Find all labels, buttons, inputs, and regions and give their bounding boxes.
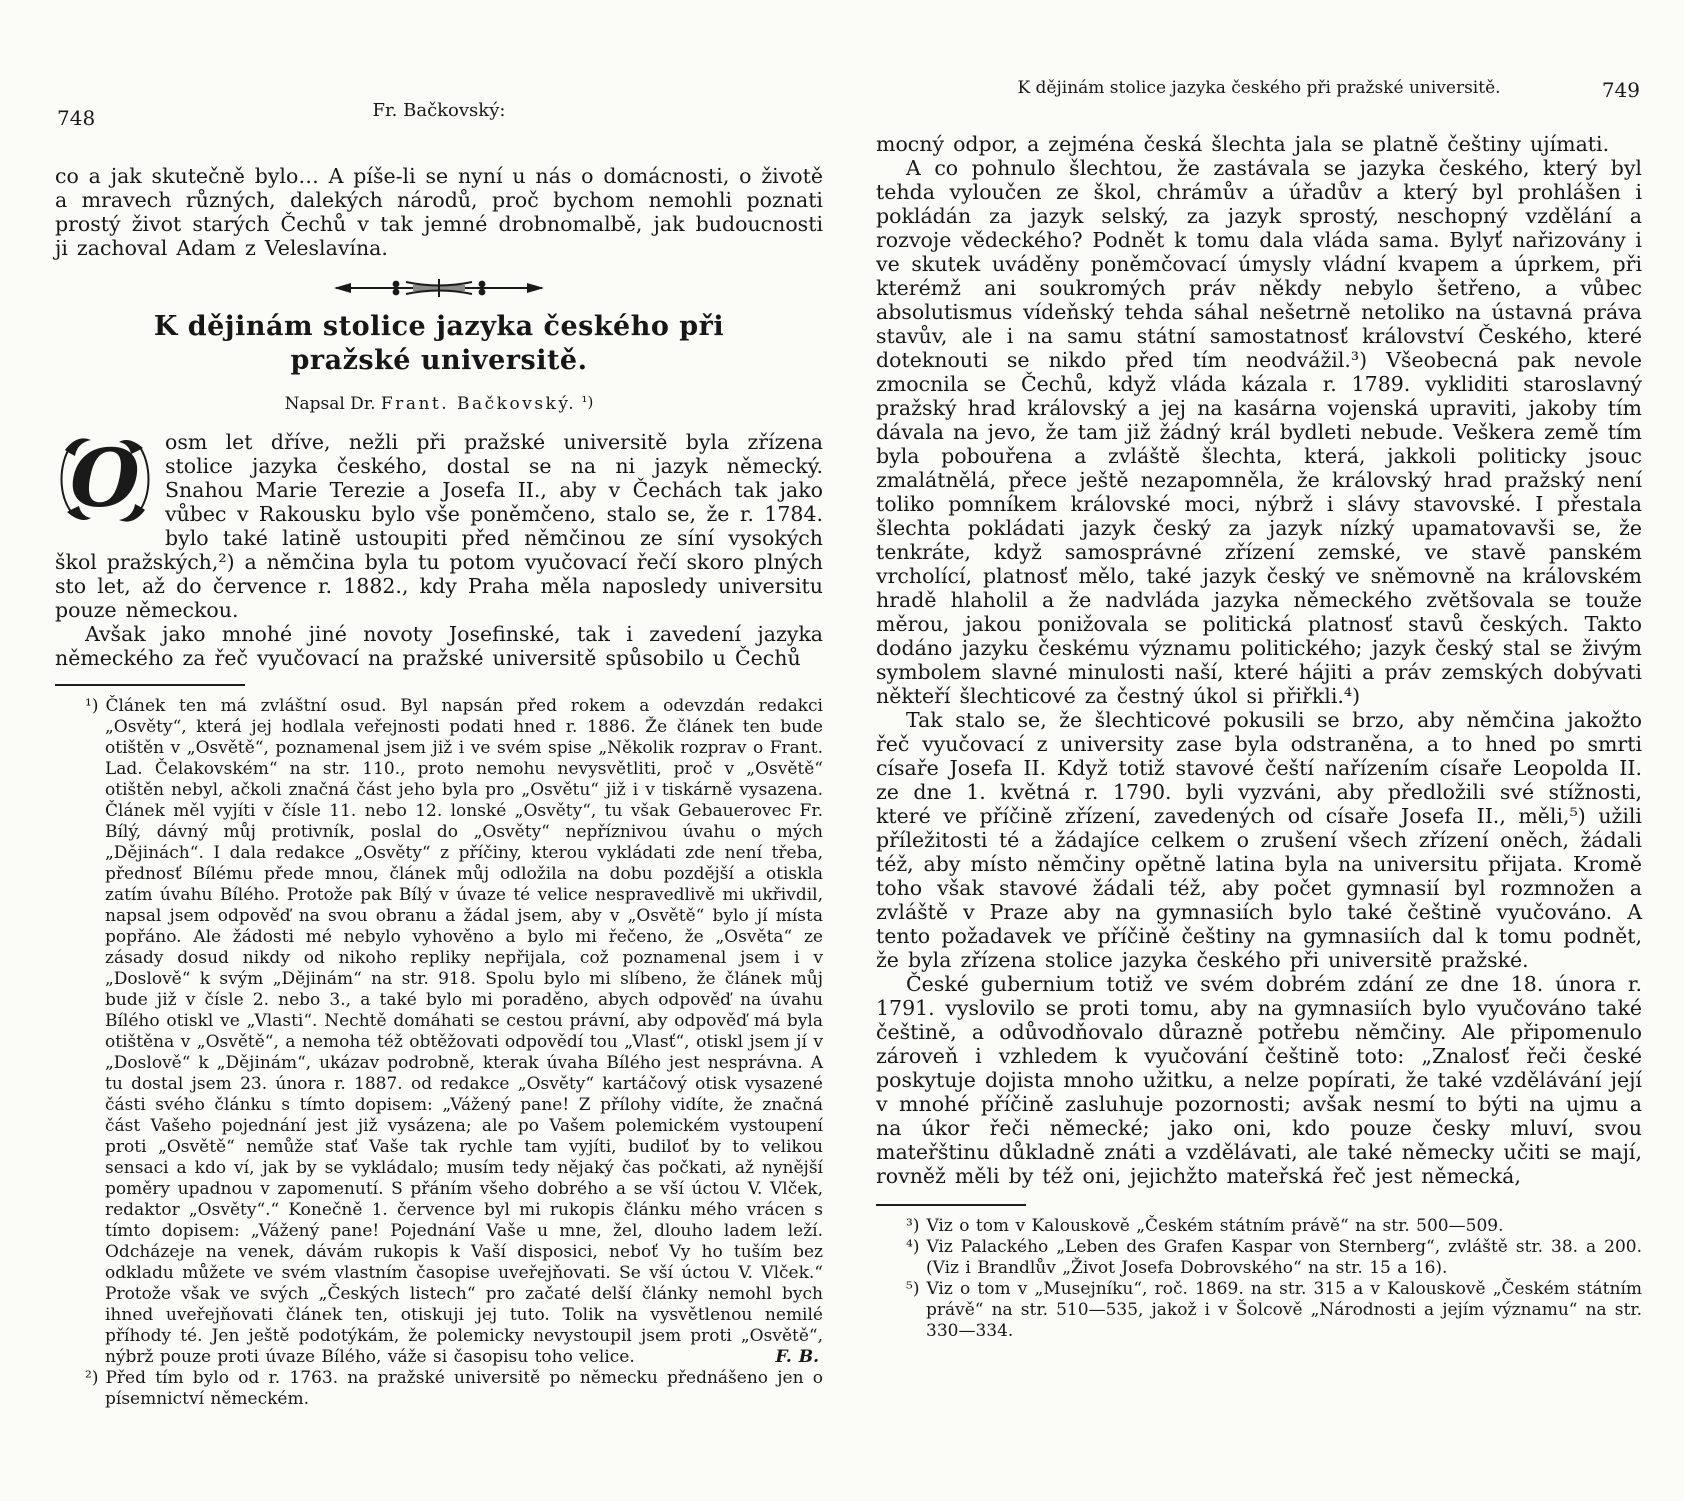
page-number: 749: [1601, 78, 1640, 102]
page-right-header: [876, 78, 1642, 114]
article-title: K dějinám stolice jazyka českého při pražské universitě.: [153, 311, 725, 376]
paragraph: Avšak jako mnohé jiné novoty Josefinské, tak i zavedení jazyka německého za řeč vyučovací na pražské universitě spůsobilo u Čechů: [55, 622, 823, 670]
page-number: 748: [57, 106, 96, 130]
running-head: K dějinám stolice jazyka českého při pražské universitě.: [1017, 78, 1501, 98]
page-right: [876, 78, 1642, 1342]
footnote: [906, 1279, 1642, 1342]
footnote: [906, 1216, 1642, 1237]
footnote: [85, 696, 823, 1368]
paragraph: Tak stalo se, že šlechticové pokusili se brzo, aby němčina jakožto řeč vyučovací z university zase byla odstraněna, a to hned po smrti císaře Josefa II. Když totiž stavové čeští nařízením císaře Leopolda II. ze dne 1. květná r. 1790. byli vyzváni, aby předložili své stížnosti, které ve příčině zřízení, zavedených od císaře Josefa II., měli,⁵) užili příležitosti té a žádajíce celkem o zrušení všech zřízení oněch, žádali též, aby místo němčiny opětně latina byla na universitu přijata. Kromě toho však stavové žádali též, aby počet gymnasií byl rozmnožen a zvláště v Praze aby na gymnasiích bylo také češtině vyučováno. A tento požadavek ve příčině češtiny na gymnasiích dal k tomu podnět, že byla zřízena stolice jazyka českého při universitě pražské.: [876, 708, 1642, 972]
paragraph: [55, 430, 823, 622]
ornamental-dropcap: [55, 432, 155, 528]
footnote-separator: [55, 684, 245, 686]
footnote-signature: F. B.: [775, 1347, 819, 1367]
footnote-marker: ¹): [85, 696, 99, 716]
byline-prefix: Napsal Dr.: [284, 394, 376, 414]
paragraph: A co pohnulo šlechtou, že zastávala se jazyka českého, který byl tehda vyloučen ze škol, chrámův a úřadův a který byl prohlášen i pokládán za jazyk selský, za jazyk sprostý, neschopný vzdělání a rozvoje vědeckého? Podnět k tomu dala vláda sama. Bylyť nařizovány i ve skutek uváděny poněmčovací úmysly vládní kvapem a úprkem, při kterémž ani soukromých práv někdy nebylo šetřeno, a vůbec absolutismus vídeňský tehda sáhal nešetrně netoliko na ústavná práva stavův, ale i na samu státní samostatnosť království Českého, které doteknouti se nikdo před tím neodvážil.³) Všeobecná pak nevole zmocnila se Čechů, když vláda kázala r. 1789. vykliditi staroslavný pražský hrad královský a jej na kasárna vojenská upraviti, jakoby tím dávala na jevo, že tam již žádný král bydleti nebude. Veškera země tím byla pobouřena a zvláště šlechta, která, jakkoli politicky jsouc zmalátnělá, přece ještě nezapomněla, že královský hrad pražský není toliko pomníkem královské moci, nýbrž i slávy stavovské. I přestala šlechta pokládati jazyk český za jazyk nízký upamatovavši se, že tenkráte, když samosprávné zřízení zemské, ve stavě panském vrcholící, platnosť mělo, také jazyk český ve sněmovně na královském hradě hlaholil a že nadvláda jazyka německého zvětšovala se touže měrou, jakou ponižovala se politická platnosť stavů českých. Takto dodáno jazyku českému významu politického; jazyk český stal se živým symbolem slavné minulosti naší, které hájiti a práv zemských dobývati někteří šlechticové za čestný úkol si přiřkli.⁴): [876, 156, 1642, 708]
footnote-marker: ⁴): [906, 1237, 920, 1257]
running-head: Fr. Bačkovský:: [372, 100, 506, 121]
footnote-text: Před tím bylo od r. 1763. na pražské universitě po německu přednášeno jen o písemnictví německém.: [105, 1368, 823, 1409]
dropcap-ornament-icon: [55, 432, 155, 528]
footnote: [85, 1368, 823, 1410]
paragraph: České gubernium totiž ve svém dobrém zdání ze dne 18. února r. 1791. vyslovilo se proti tomu, aby na gymnasiích bylo vyučováno také češtině, a odůvodňovalo důrazně potřebu němčiny. Ale připomenulo zároveň i vzhledem k vyučování češtině toto: „Znalosť řeči české poskytuje dojista mnoho užitku, a nelze popírati, že také vzdělávání její v mnohé příčině zasluhuje pozornosti; avšak nesmí to býti na ujmu a na úkor řeči německé; jako oni, kdo pouze česky mluví, svou mateřštinu důkladně znáti a vzdělávati, ale také německy učiti se mají, rovněž měli by též oni, jejichžto mateřská řeč jest německá,: [876, 972, 1642, 1188]
footnote-text: Článek ten má zvláštní osud. Byl napsán před rokem a odevzdán redakci „Osvěty“, která jej hodlala veřejnosti podati hned r. 1886. Že článek ten bude otištěn v „Osvětě“, poznamenal jsem již i ve svém spise „Několik rozprav o Frant. Lad. Čelakovském“ na str. 110., proto nemohu nevysvětliti, proč v „Osvětě“ otištěn nebyl, ačkoli značná část jeho byla pro „Osvětu“ již i v tiskárně vysazena. Článek měl vyjíti v čísle 11. nebo 12. lonské „Osvěty“, tu však Gebauerovec Fr. Bílý, dávný můj protivník, poslal do „Osvěty“ nepříznivou úvahu o mých „Dějinách“. I dala redakce „Osvěty“ z příčiny, kterou vykládati zde není třeba, přednosť Bílému přede mnou, článek můj odložila na dobu pozdější a otiskla zatím úvahu Bílého. Protože pak Bílý v úvaze té velice nespravedlivě mi ukřivdil, napsal jsem odpověď na svou obranu a žádal jsem, aby v „Osvětě“ bylo jí místa popřáno. Ale žádosti mé nebylo vyhověno a bylo mi řečeno, že „Osvěta“ ze zásady dosud nikdy od nikoho repliky nepřijala, což poznamenal jsem i v „Doslově“ k svým „Dějinám“ na str. 918. Spolu bylo mi slíbeno, že článek můj bude již v čísle 2. nebo 3., a také bylo mi poraděno, abych odpověď na úvahu Bílého otiskl ve „Vlasti“. Nechtě domáhati se cestou právní, aby odpověď má byla otištěna v „Osvětě“, a nemoha též obtěžovati odpovědí tou „Vlasť“, otiskl jsem jí v „Doslově“ k „Dějinám“, ukázav podrobně, kterak úvaha Bílého jest nesprávna. A tu dostal jsem 23. února r. 1887. od redakce „Osvěty“ kartáčový otisk vysazené části svého článku s tímto dopisem: „Vážený pane! Z přílohy vidíte, že značná část Vašeho pojednání jest již vysázena; ale po Vašem polemickém vystoupení proti „Osvětě“ nemůže stať Vaše tak rychle tam vyjíti, budiloť by to velikou sensaci a kdo ví, jak by se vykládalo; musím tedy nějaký čas počkati, až nynější poměry upadnou v zapomenutí. S přáním všeho dobrého a se vší úctou V. Vlček, redaktor „Osvěty“.“ Konečně 1. července byl mi rukopis článku mého vrácen s tímto dopisem: „Vážený pane! Pojednání Vaše u mne, žel, dlouho ladem leží. Odcházeje na venek, dávám rukopis k Vaší disposici, neboť Vy ho tuším bez odkladu můžete ve svém vlastním časopise uveřejňovati. Se vší úctou V. Vlček.“ Protože však ve svých „Českých listech“ pro začaté delší články nemohl bych ihned uveřejňovati článek ten, otiskuji jej tuto. Tolik na vysvětlenou nemilé příhody té. Jen ještě podotýkám, že polemicky nevystoupil jsem proti „Osvětě“, nýbrž pouze proti úvaze Bílého, váže si časopisu toho velice.: [105, 696, 823, 1367]
footnote-separator: [876, 1204, 1026, 1206]
footnote-text: Viz Palackého „Leben des Grafen Kaspar von Sternberg“, zvláště str. 38. a 200. (Viz i Brandlův „Život Josefa Dobrovského“ na str. 15 a 16).: [926, 1237, 1642, 1278]
footnote-marker: ²): [85, 1368, 99, 1388]
dropcap-letter: O: [70, 432, 140, 525]
section-divider: [55, 276, 823, 300]
paragraph-text: osm let dříve, nežli při pražské universitě byla zřízena stolice jazyka českého, dostal se na ni jazyk německý. Snahou Marie Terezie a Josefa II., aby v Čechách tak jako vůbec v Rakousku bylo vše poněmčeno, stalo se, že r. 1784. bylo také latině ustoupiti před němčinou ze síní vysokých škol pražských,²) a němčina byla tu potom vyučovací řečí skoro plných sto let, až do července r. 1882., kdy Praha měla naposledy universitu pouze německou.: [55, 430, 823, 622]
footnote-marker: ³): [906, 1216, 920, 1236]
footnote-marker: ⁵): [906, 1279, 920, 1299]
divider-ornament-icon: [334, 276, 544, 300]
byline-author: Frant. Bačkovský.: [380, 394, 577, 414]
paragraph: mocný odpor, a zejména česká šlechta jala se platně češtiny ujímati.: [876, 132, 1610, 156]
footnote-text: Viz o tom v Kalouskově „Českém státním právě“ na str. 500—509.: [926, 1216, 1504, 1236]
footnote-text: Viz o tom v „Musejníku“, roč. 1869. na str. 315 a v Kalouskově „Českém státním právě“ na str. 510—535, jakož i v Šolcově „Národnosti a jejím významu“ na str. 330—334.: [926, 1279, 1642, 1341]
page-left: [55, 98, 823, 1410]
page-left-header: [55, 98, 823, 134]
intro-paragraph: co a jak skutečně bylo… A píše-li se nyní u nás o domácnosti, o životě a mravech různých, dalekých národů, proč bychom nemohli poznati prostý život starých Čechů v tak jemné drobnomalbě, jak budoucnosti ji zachoval Adam z Veleslavína.: [55, 164, 823, 260]
footnote: [906, 1237, 1642, 1279]
article-byline: [55, 393, 823, 414]
byline-footnote-ref: ¹): [581, 393, 594, 411]
